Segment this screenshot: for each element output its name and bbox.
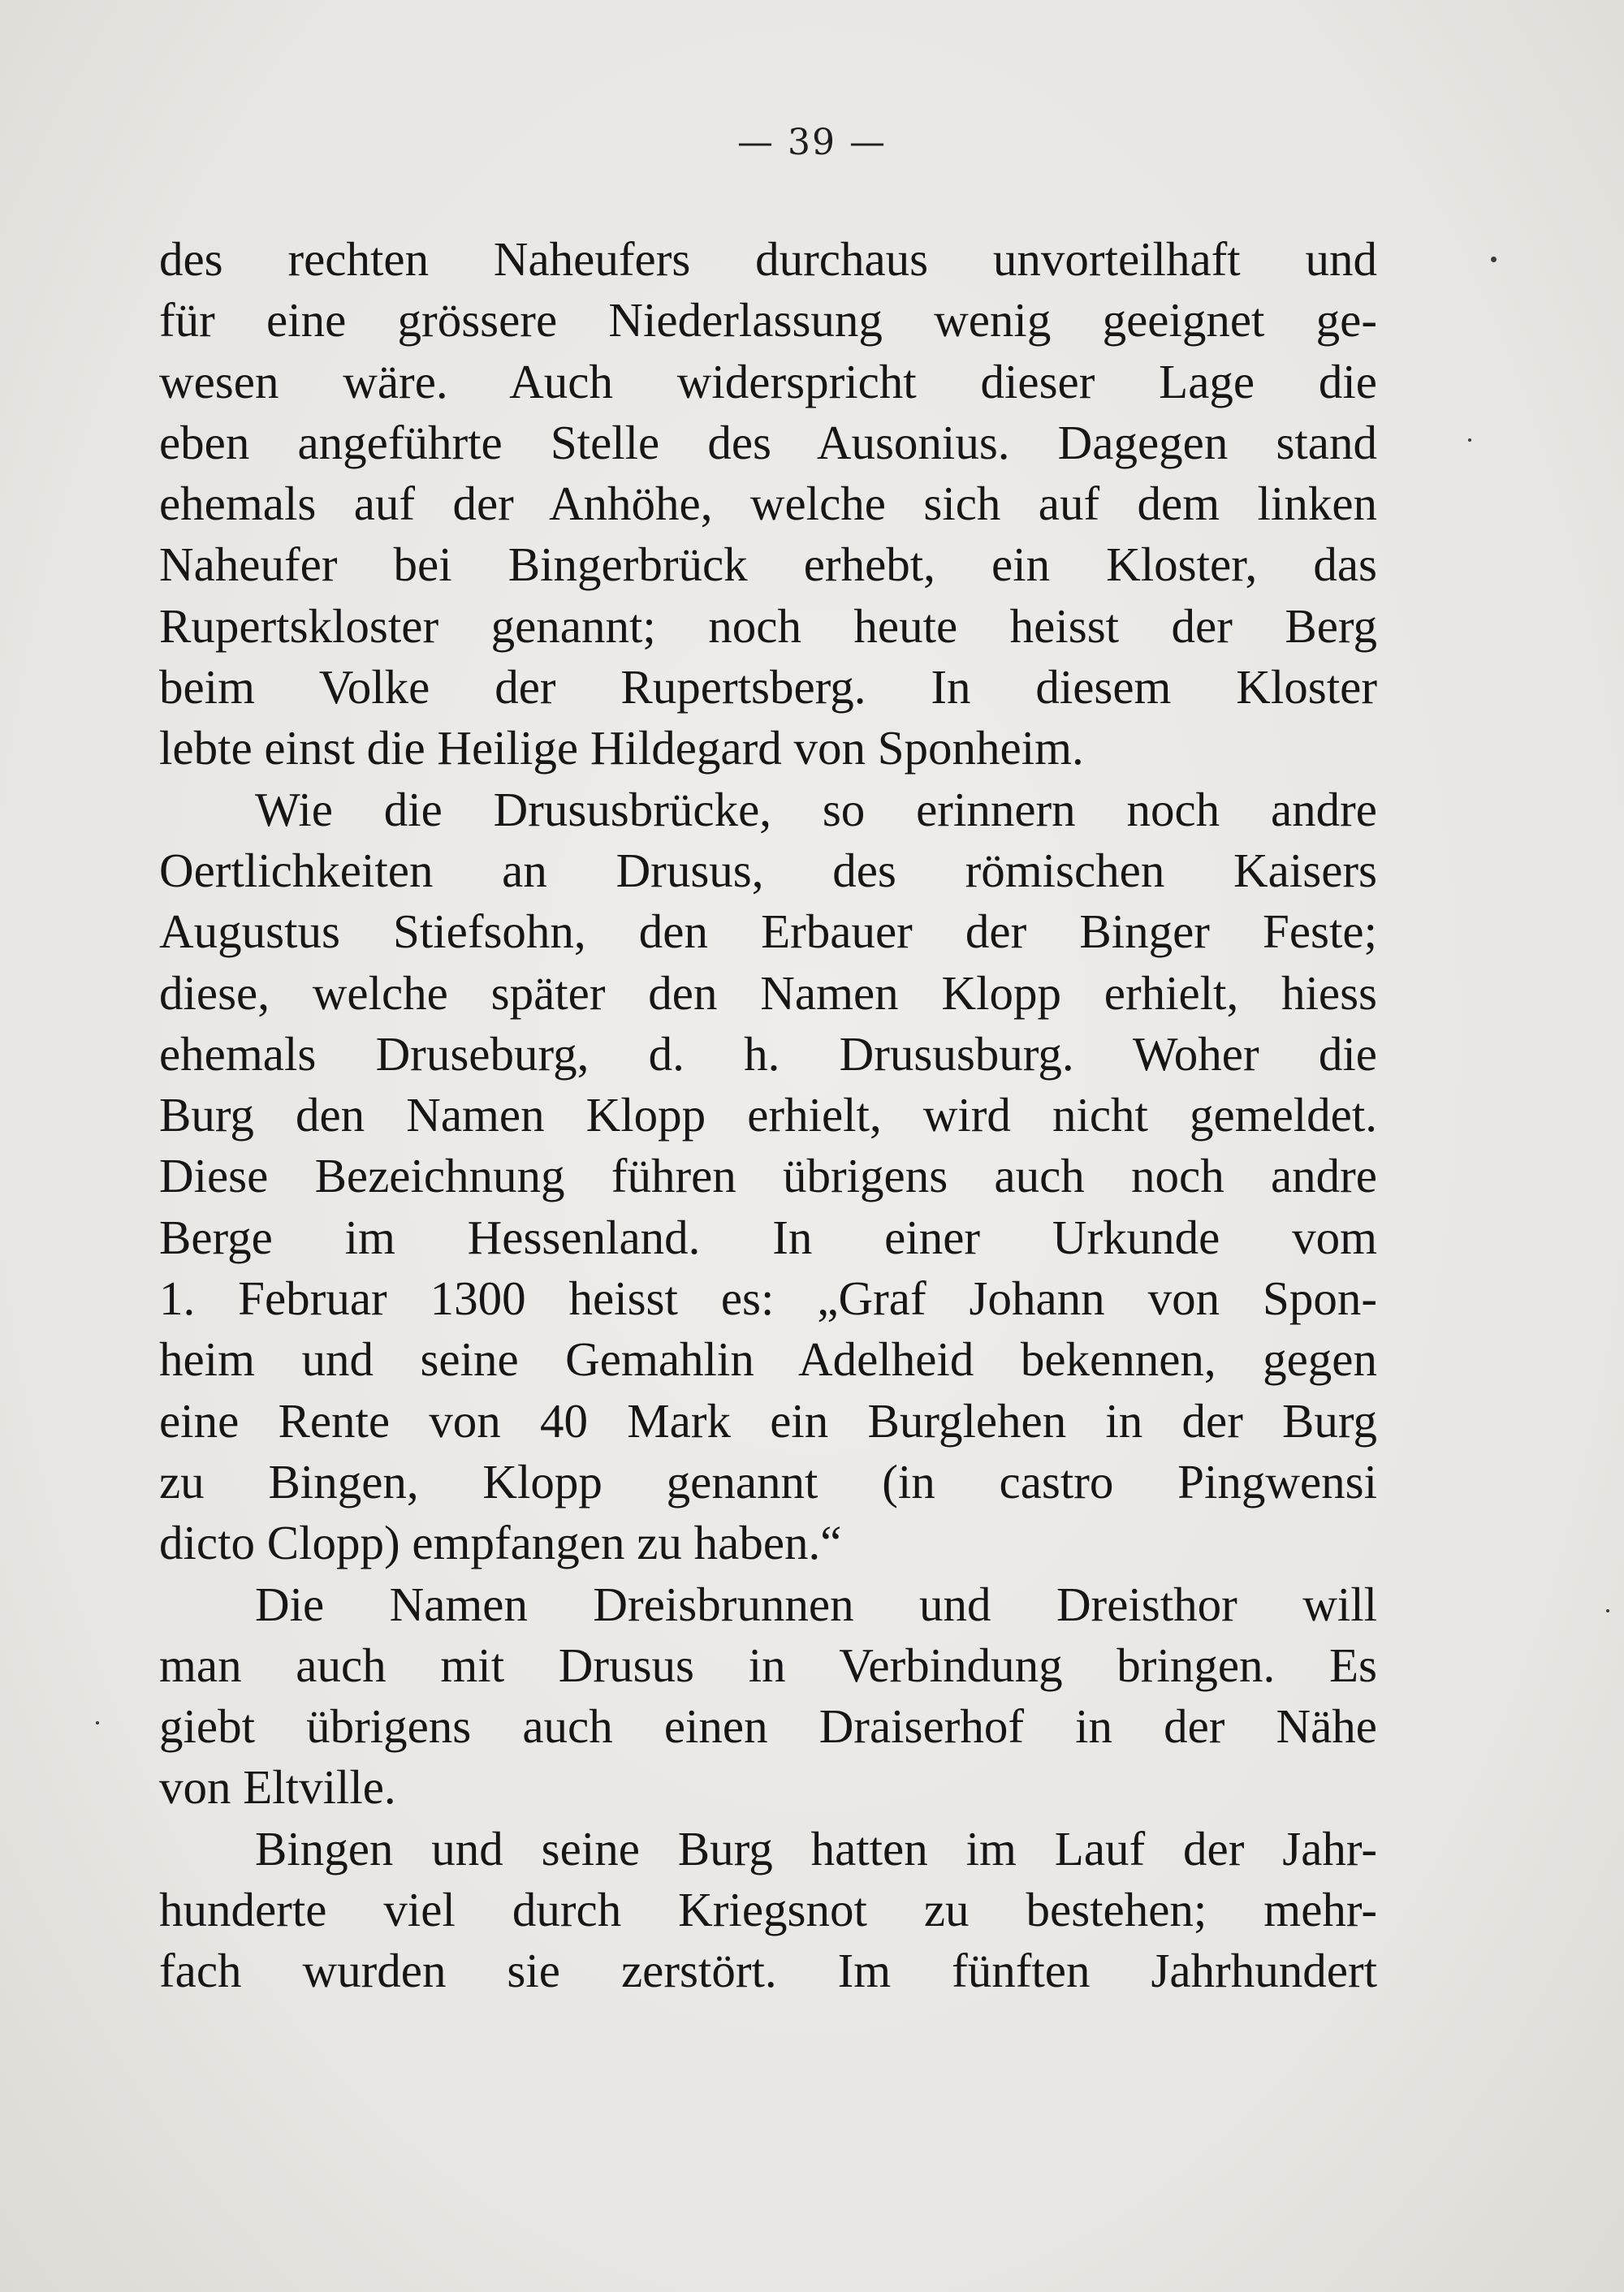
text-line: wesen wäre. Auch widerspricht dieser Lage die [159,354,1377,408]
page-number: — 39 — [737,122,887,163]
paragraph [159,779,1377,1574]
paragraph [159,1819,1377,2002]
text-line: Die Namen Dreisbrunnen und Dreisthor will [255,1577,1377,1631]
print-speck [1468,438,1471,442]
text-line: Diese Bezeichnung führen übrigens auch noch andre [159,1149,1377,1203]
text-line: eben angeführte Stelle des Ausonius. Dagegen stand [159,415,1377,469]
text-line: dicto Clopp) empfangen zu haben.“ [159,1516,842,1570]
text-line: 1. Februar 1300 heisst es: „Graf Johann von Spon- [159,1271,1377,1326]
paragraph [159,229,1377,779]
text-line: zu Bingen, Klopp genannt (in castro Pingwensi [159,1454,1377,1509]
text-line: eine Rente von 40 Mark ein Burglehen in der Burg [159,1393,1377,1448]
text-line: giebt übrigens auch einen Draiserhof in der Nähe [159,1699,1377,1754]
text-line: Naheufer bei Bingerbrück erhebt, ein Kloster, das [159,537,1377,592]
text-line: hunderte viel durch Kriegsnot zu bestehen; mehr- [159,1883,1377,1937]
text-line: Oertlichkeiten an Drusus, des römischen Kaisers [159,843,1377,897]
text-line: heim und seine Gemahlin Adelheid bekennen, gegen [159,1332,1377,1387]
text-line: man auch mit Drusus in Verbindung bringen. Es [159,1638,1377,1692]
print-speck [1491,257,1497,262]
text-line: fach wurden sie zerstört. Im fünften Jahrhundert [159,1944,1377,1998]
text-line: ehemals auf der Anhöhe, welche sich auf dem linken [159,477,1377,531]
text-line: ehemals Druseburg, d. h. Drususburg. Woher die [159,1026,1377,1081]
text-line: Rupertskloster genannt; noch heute heisst der Berg [159,598,1377,653]
text-line: lebte einst die Heilige Hildegard von Sponheim. [159,721,1084,775]
text-line: Bingen und seine Burg hatten im Lauf der Jahr- [255,1821,1377,1875]
text-line: diese, welche später den Namen Klopp erhielt, hiess [159,965,1377,1020]
text-line: des rechten Naheufers durchaus unvorteilhaft und [159,232,1377,286]
text-line: Burg den Namen Klopp erhielt, wird nicht gemeldet. [159,1088,1377,1142]
text-line: beim Volke der Rupertsberg. In diesem Kloster [159,660,1377,714]
text-line: Augustus Stiefsohn, den Erbauer der Binger Feste; [159,904,1377,959]
text-line: Berge im Hessenland. In einer Urkunde vom [159,1210,1377,1264]
print-speck [1606,1609,1609,1612]
text-line: Wie die Drususbrücke, so erinnern noch andre [255,782,1377,836]
print-speck [96,1721,99,1724]
text-line: von Eltville. [159,1760,396,1815]
text-line: für eine grössere Niederlassung wenig geeignet ge- [159,293,1377,347]
paragraph [159,1574,1377,1819]
body-text [159,229,1377,2002]
